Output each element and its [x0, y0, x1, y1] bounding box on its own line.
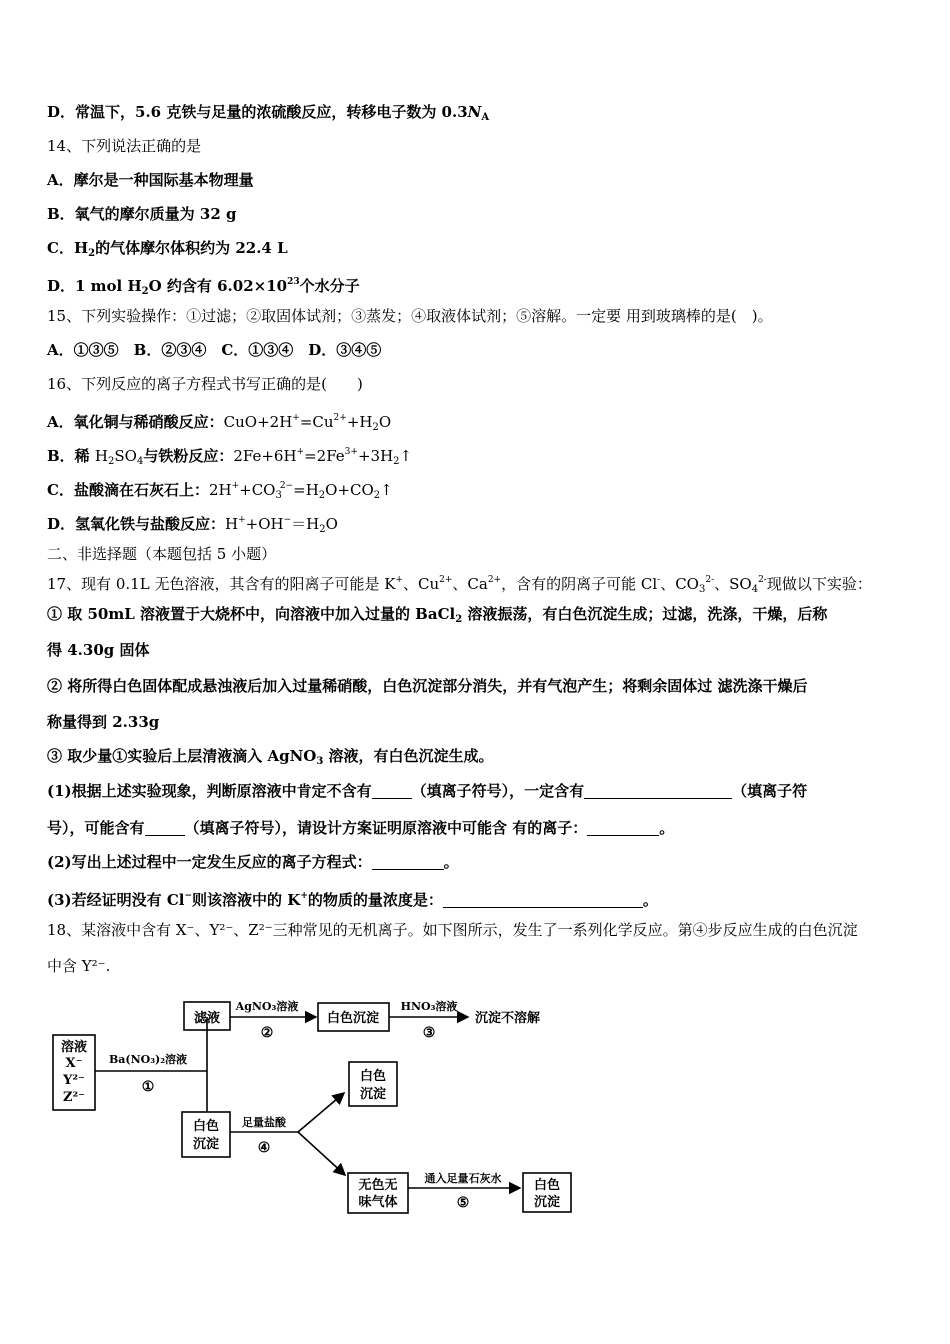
q17-q1-c: （填离子符: [732, 782, 808, 800]
white-ppt-label-4b: 沉淀: [533, 1195, 561, 1210]
answer-blank[interactable]: [372, 855, 444, 870]
q17-step3: [47, 747, 494, 771]
q14-option-b: B．氧气的摩尔质量为 32 g: [47, 205, 237, 223]
arrow-up: [298, 1093, 344, 1132]
gas-label-b: 味气体: [358, 1195, 398, 1210]
q16-option-b: [47, 443, 412, 471]
q17-step2-b: 称量得到 2.33g: [47, 713, 160, 731]
eq-part: +H: [346, 413, 373, 431]
charge: 2+: [487, 575, 502, 585]
q14-option-c: [47, 239, 288, 263]
q17-q2: (2)写出上述过程中一定发生反应的离子方程式：: [47, 853, 372, 871]
eq-part: 4: [136, 456, 144, 467]
step3-label: ③: [422, 1025, 436, 1041]
q17-stem-part: 现做以下实验：: [766, 575, 872, 593]
eq-part: =H: [293, 481, 319, 499]
eq-part: H: [94, 447, 108, 465]
reagent-hcl: 足量盐酸: [242, 1116, 286, 1129]
q17-stem: [47, 571, 872, 599]
eq-part: SO: [114, 447, 137, 465]
q17-step3-a: ③ 取少量①实验后上层清液滴入 AgNO: [47, 747, 317, 765]
q16-option-d: [47, 511, 338, 539]
white-ppt-label-2a: 白色: [192, 1119, 220, 1134]
result-no-dissolve: 沉淀不溶解: [475, 1011, 541, 1026]
q15-stem: 15、下列实验操作：①过滤；②取固体试剂；③蒸发；④取液体试剂；⑤溶解。一定要 用到玻璃棒的是( )。: [47, 307, 773, 325]
eq-part: 2: [373, 490, 381, 501]
eq-part: O: [378, 413, 392, 431]
step5-label: ⑤: [456, 1195, 470, 1211]
q14-d-post: 个水分子: [299, 277, 360, 295]
charge: 2+: [439, 575, 453, 585]
subscript: 3: [698, 584, 706, 595]
eq-part: 2−: [279, 481, 294, 491]
q17-step1-b: 溶液振荡，有白色沉淀生成；过滤，洗涤，干燥，后称: [462, 605, 828, 623]
eq-part: +: [296, 447, 305, 457]
charge: 2-: [758, 575, 767, 585]
eq-part: 2: [372, 422, 379, 433]
q16-d-label: D．氢氧化铁与盐酸反应：: [47, 515, 226, 533]
step4-label: ④: [257, 1140, 271, 1156]
q17-stem-part: 、CO: [660, 575, 699, 593]
eq-part: H: [225, 515, 239, 533]
eq-part: 3: [275, 490, 282, 501]
eq-part: +: [292, 413, 300, 423]
q13-d-text: 常温下，5.6 克铁与足量的浓硫酸反应，转移电子数为 0.3: [75, 103, 468, 121]
gas-label-a: 无色无: [358, 1178, 398, 1193]
eq-part: 2: [318, 490, 326, 501]
eq-part: ↑: [399, 447, 413, 465]
q17-step1-a: ① 取 50mL 溶液置于大烧杯中，向溶液中加入过量的 BaCl: [47, 605, 456, 623]
eq-part: 2H: [208, 481, 232, 499]
eq-part: O+CO: [325, 481, 374, 499]
q17-q1-e: （填离子符号），请设计方案证明原溶液中可能含 有的离子：: [184, 819, 588, 837]
q17-q3-a: (3)若经证明没有 Cl: [47, 891, 185, 909]
q17-q1-b: （填离子符号），一定含有: [411, 782, 585, 800]
eq-part: −: [283, 515, 292, 525]
q17-stem-part: 17、现有 0.1L 无色溶液，其含有的阳离子可能是 K: [47, 575, 396, 593]
answer-blank[interactable]: [587, 821, 659, 836]
answer-blank[interactable]: [584, 784, 732, 799]
eq-part: 2: [393, 456, 400, 467]
eq-part: CuO+2H: [223, 413, 293, 431]
q16-stem: 16、下列反应的离子方程式书写正确的是( ): [47, 375, 363, 393]
q16-b-label: B．稀: [47, 447, 95, 465]
q17-q3-c: 的物质的量浓度是：: [307, 891, 443, 909]
step2-label: ②: [260, 1025, 274, 1041]
subscript: 2: [455, 614, 463, 625]
eq-part: ↑: [380, 481, 393, 499]
reagent-limewater: 通入足量石灰水: [424, 1172, 502, 1185]
q14-c-pre: C．H: [47, 239, 89, 257]
q14-option-d: [47, 273, 360, 301]
q13-d-na-sub: A: [481, 112, 490, 123]
q17-stem-part: ，含有的阴离子可能 Cl: [501, 575, 658, 593]
eq-part: ＝H: [291, 515, 320, 533]
period: 。: [642, 891, 658, 909]
eq-part: 2Fe+6H: [233, 447, 297, 465]
eq-part: 2: [108, 456, 115, 467]
charge: 2-: [705, 575, 715, 585]
eq-part: 与铁粉反应：: [143, 447, 234, 465]
q15-options: A．①③⑤ B．②③④ C．①③④ D．③④⑤: [47, 341, 382, 359]
q13-d-label: D．: [47, 103, 76, 121]
q17-step3-b: 溶液，有白色沉淀生成。: [323, 747, 494, 765]
q16-option-a: [47, 409, 391, 437]
q17-q3-b: 则该溶液中的 K: [192, 891, 301, 909]
answer-blank[interactable]: [145, 821, 185, 836]
q16-c-label: C．盐酸滴在石灰石上：: [47, 481, 209, 499]
subscript: 3: [316, 756, 324, 767]
q18-stem-2: 中含 Y²⁻.: [47, 957, 111, 975]
q17-q1-d: 号），可能含有: [47, 819, 145, 837]
ion-x: X⁻: [65, 1056, 83, 1071]
q17-question2: [47, 853, 459, 871]
q17-q1-a: (1)根据上述实验现象，判断原溶液中肯定不含有: [47, 782, 372, 800]
arrow-down: [298, 1132, 345, 1175]
answer-blank[interactable]: [443, 893, 643, 908]
eq-part: +CO: [239, 481, 276, 499]
eq-part: +3H: [357, 447, 394, 465]
period: 。: [659, 819, 675, 837]
q18-stem: 18、某溶液中含有 X⁻、Y²⁻、Z²⁻三种常见的无机离子。如下图所示，发生了一系列化学反应。第④步反应生成的白色沉淀: [47, 921, 858, 939]
subscript: 4: [751, 584, 759, 595]
section-title: 二、非选择题（本题包括 5 小题）: [47, 545, 277, 563]
eq-part: =2Fe: [304, 447, 345, 465]
eq-part: O: [325, 515, 338, 533]
eq-part: 3+: [344, 447, 358, 457]
q13-option-d: [47, 103, 489, 127]
q17-step1-c: 得 4.30g 固体: [47, 641, 150, 659]
reagent-agno3: AgNO₃溶液: [235, 1000, 299, 1013]
q16-a-label: A．氧化铜与稀硝酸反应：: [47, 413, 224, 431]
q17-step2-a: ② 将所得白色固体配成悬浊液后加入过量稀硝酸，白色沉淀部分消失，并有气泡产生；将剩余固体过 滤洗涤干燥后: [47, 677, 808, 695]
charge: +: [300, 891, 308, 901]
q17-stem-part: 、SO: [714, 575, 752, 593]
reaction-flowchart: [0, 995, 950, 1255]
eq-part: 2: [319, 524, 326, 535]
q14-d-sub: 2: [141, 286, 149, 297]
eq-part: =Cu: [299, 413, 334, 431]
ion-y: Y²⁻: [63, 1073, 85, 1088]
q14-d-sup: 23: [287, 277, 300, 287]
q17-stem-part: 、Cu: [402, 575, 440, 593]
eq-part: 2+: [333, 413, 347, 423]
white-ppt-label-1: 白色沉淀: [326, 1011, 380, 1026]
charge: −: [184, 891, 193, 901]
filtrate-label: 滤液: [193, 1011, 221, 1026]
white-ppt-label-3b: 沉淀: [359, 1087, 387, 1102]
solution-label: 溶液: [60, 1040, 88, 1055]
q13-d-na: N: [467, 103, 482, 121]
q14-d-pre: D．1 mol H: [47, 277, 142, 295]
q17-question3: [47, 887, 658, 909]
q14-option-a: A．摩尔是一种国际基本物理量: [47, 171, 254, 189]
reagent-ba-no3: Ba(NO₃)₂溶液: [108, 1053, 188, 1066]
white-ppt-label-2b: 沉淀: [192, 1137, 220, 1152]
white-ppt-label-3a: 白色: [359, 1069, 387, 1084]
q14-c-sub: 2: [88, 248, 96, 259]
q17-stem-part: 、Ca: [452, 575, 488, 593]
q14-c-post: 的气体摩尔体积约为 22.4 L: [95, 239, 288, 257]
q17-step1: [47, 605, 827, 629]
charge: -: [657, 575, 661, 585]
answer-blank[interactable]: [372, 784, 412, 799]
q16-option-c: [47, 477, 393, 505]
eq-part: +: [231, 481, 240, 491]
charge: +: [395, 575, 403, 585]
white-ppt-label-4a: 白色: [533, 1178, 561, 1193]
q14-d-mid: O 约含有 6.02×10: [148, 277, 288, 295]
eq-part: +OH: [245, 515, 284, 533]
period: 。: [443, 853, 459, 871]
eq-part: +: [238, 515, 246, 525]
step1-label: ①: [141, 1079, 155, 1095]
reagent-hno3: HNO₃溶液: [400, 1000, 458, 1013]
q14-stem: 14、下列说法正确的是: [47, 137, 202, 155]
ion-z: Z²⁻: [62, 1090, 86, 1105]
q17-question1-cont: [47, 819, 674, 837]
q17-question1: [47, 782, 807, 800]
